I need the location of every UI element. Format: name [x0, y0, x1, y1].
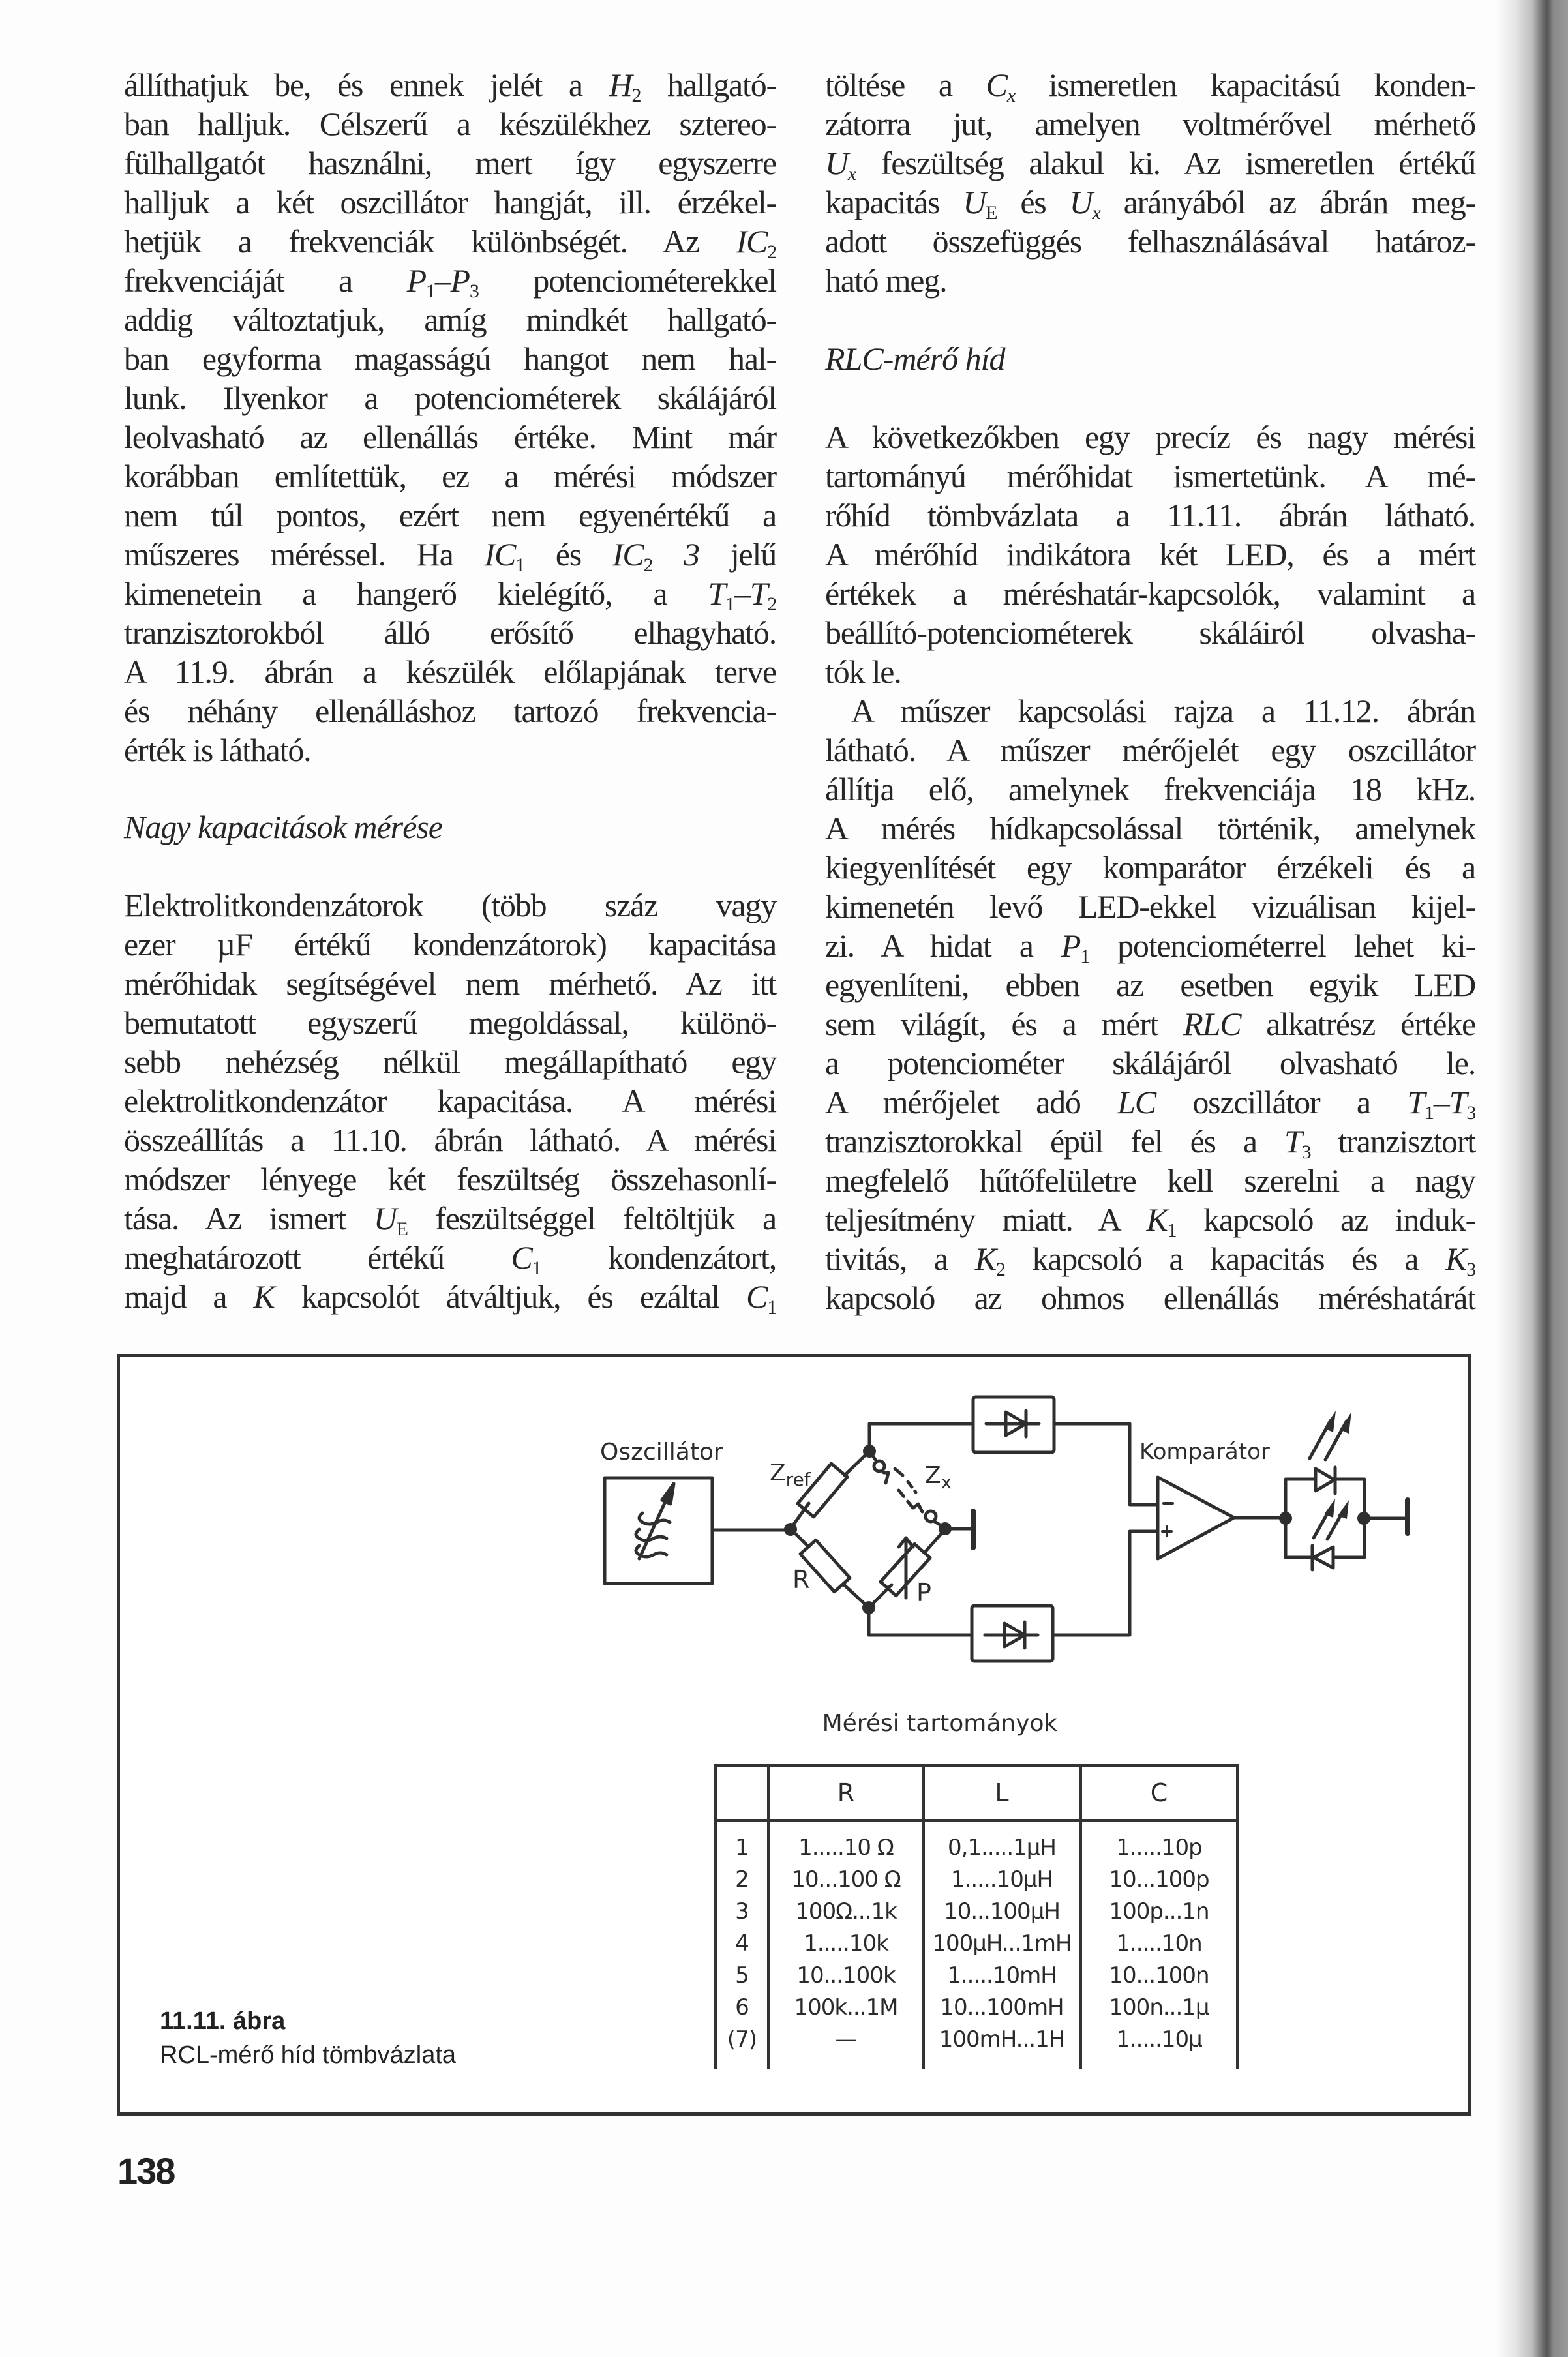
text-line: tivitás, a $K_2$ kapcsoló a kapacitás és a $K_3$: [825, 1240, 1475, 1280]
r-range: 1.....10 Ω: [769, 1821, 924, 1864]
text-line: A 11.9. ábrán a készülék előlapjának terve: [124, 653, 776, 690]
text-line: kapacitás $U_E$ és $U_x$ arányából az ábrán meg-: [825, 184, 1475, 224]
text-line: tók le.: [825, 653, 901, 690]
text-line: mérőhidak segítségével nem mérhető. Az itt: [124, 965, 776, 1002]
table-row: [716, 1895, 1238, 1927]
r-range: 10...100k: [769, 1959, 924, 1991]
text-line: A mérőhíd indikátora két LED, és a mért: [825, 536, 1475, 573]
r-range: 10...100 Ω: [769, 1863, 924, 1895]
ranges-table-title: Mérési tartományok: [822, 1710, 1058, 1737]
text-line: tartományú mérőhidat ismertetünk. A mé-: [825, 458, 1475, 494]
text-line: leolvasható az ellenállás értéke. Mint már: [124, 419, 776, 455]
text-line: tranzisztorokkal épül fel és a $T_3$ tranzisztort: [825, 1123, 1475, 1163]
zref-label: $Z_{ref}$: [770, 1460, 811, 1490]
l-range: 10...100µH: [924, 1895, 1081, 1927]
table-row: [716, 1821, 1238, 1864]
text-line: ban egyforma magasságú hangot nem hal-: [124, 340, 776, 377]
c-range: 1.....10n: [1081, 1927, 1238, 1959]
text-line: kapcsoló az ohmos ellenállás méréshatárát: [825, 1280, 1475, 1316]
text-line: módszer lényege két feszültség összehasonlí-: [124, 1161, 776, 1197]
p-label: P: [916, 1578, 931, 1607]
text-line: a potenciométer skálájáról olvasható le.: [825, 1045, 1475, 1081]
page-number: 138: [117, 2150, 175, 2191]
range-index: 5: [716, 1959, 769, 1991]
text-line: tása. Az ismert $U_E$ feszültséggel feltöltjük a: [124, 1200, 776, 1240]
l-range: 0,1.....1µH: [924, 1821, 1081, 1864]
text-line: majd a K kapcsolót átváltjuk, és ezáltal $C_1$: [124, 1278, 776, 1318]
text-line: nem túl pontos, ezért nem egyenértékű a: [124, 497, 776, 533]
figure-caption: RCL-mérő híd tömbvázlata: [160, 2041, 457, 2069]
text-line: elektrolitkondenzátor kapacitása. A mérési: [124, 1083, 776, 1119]
zx-label: $Z_x$: [925, 1462, 952, 1493]
text-line: rőhíd tömbvázlata a 11.11. ábrán látható.: [825, 497, 1475, 533]
text-line: meghatározott értékű $C_1$ kondenzátort,: [124, 1239, 776, 1279]
text-line: frekvenciáját a $P_1-P_3$ potenciométerekkel: [124, 262, 776, 302]
table-row: [716, 1959, 1238, 1991]
text-line: zi. A hidat a $P_1$ potenciométerrel lehet ki-: [825, 927, 1476, 967]
text-line: sebb nehézség nélkül megállapítható egy: [124, 1043, 776, 1080]
text-line: értékek a méréshatár-kapcsolók, valamint a: [825, 575, 1475, 612]
text-line: beállító-potenciométerek skáláiról olvasha-: [825, 614, 1475, 651]
text-line: A mérőjelet adó LC oszcillátor a $T_1-T_3$: [825, 1084, 1475, 1124]
text-line: adott összefüggés felhasználásával határoz-: [825, 223, 1475, 260]
r-range: —: [769, 2023, 924, 2069]
comparator-label: Komparátor: [1139, 1439, 1270, 1465]
range-index: (7): [716, 2023, 769, 2069]
r-label: R: [792, 1565, 810, 1594]
range-index: 1: [716, 1821, 769, 1864]
c-range: 100p...1n: [1081, 1895, 1238, 1927]
text-line: addig változtatjuk, amíg mindkét hallgató-: [124, 301, 776, 338]
header-cell: [716, 1765, 769, 1821]
text-line: összeállítás a 11.10. ábrán látható. A mérési: [124, 1122, 776, 1158]
r-range: 100k...1M: [769, 1991, 924, 2023]
header-cell: L: [924, 1765, 1081, 1821]
text-line: lunk. Ilyenkor a potenciométerek skálájáról: [124, 380, 776, 416]
c-range: 10...100n: [1081, 1959, 1238, 1991]
text-line: A műszer kapcsolási rajza a 11.12. ábrán: [851, 693, 1475, 729]
header-cell: C: [1081, 1765, 1238, 1821]
r-range: 100Ω...1k: [769, 1895, 924, 1927]
table-row: [716, 1927, 1238, 1959]
text-line: kimenetein a hangerő kielégítő, a $T_1-T_2$: [124, 575, 776, 615]
text-line: állíthatjuk be, és ennek jelét a $H_2$ hallgató-: [124, 67, 776, 106]
l-range: 1.....10mH: [924, 1959, 1081, 1991]
text-line: töltése a $C_x$ ismeretlen kapacitású konden-: [825, 67, 1475, 106]
text-line: A mérés hídkapcsolással történik, amelynek: [825, 810, 1475, 847]
text-line: halljuk a két oszcillátor hangját, ill. érzékel-: [124, 184, 776, 220]
text-line: egyenlíteni, ebben az esetben egyik LED: [825, 967, 1475, 1003]
text-line: bemutatott egyszerű megoldással, különö-: [124, 1004, 776, 1041]
table-row: [716, 2023, 1238, 2069]
l-range: 1.....10µH: [924, 1863, 1081, 1895]
text-line: korábban említettük, ez a mérési módszer: [124, 458, 776, 494]
r-range: 1.....10k: [769, 1927, 924, 1959]
c-range: 1.....10µ: [1081, 2023, 1238, 2069]
text-line: fülhallgatót használni, mert így egyszerre: [124, 145, 776, 181]
text-line: zátorra jut, amelyen voltmérővel mérhető: [825, 106, 1475, 142]
text-line: Elektrolitkondenzátorok (több száz vagy: [124, 887, 776, 923]
text-line: kiegyenlítését egy komparátor érzékeli és a: [825, 849, 1475, 886]
range-index: 3: [716, 1895, 769, 1927]
text-line: ezer µF értékű kondenzátorok) kapacitása: [124, 926, 776, 963]
oscillator-label: Oszcillátor: [600, 1439, 723, 1465]
section-heading: Nagy kapacitások mérése: [124, 809, 442, 845]
c-range: 100n...1µ: [1081, 1991, 1238, 2023]
l-range: 10...100mH: [924, 1991, 1081, 2023]
text-line: ható meg.: [825, 262, 947, 299]
text-line: műszeres méréssel. Ha $IC_1$ és $IC_2$ 3 jelű: [124, 536, 776, 576]
section-heading: RLC-mérő híd: [825, 340, 1005, 377]
header-cell: R: [769, 1765, 924, 1821]
range-index: 6: [716, 1991, 769, 2023]
text-line: megfelelő hűtőfelületre kell szerelni a nagy: [825, 1162, 1475, 1199]
text-line: kimenetén levő LED-ekkel vizuálisan kijel-: [825, 888, 1475, 925]
range-index: 2: [716, 1863, 769, 1895]
figure-number: 11.11. ábra: [160, 2007, 286, 2035]
text-line: $U_x$ feszültség alakul ki. Az ismeretlen értékű: [825, 145, 1475, 185]
text-line: A következőkben egy precíz és nagy mérési: [825, 419, 1475, 455]
text-line: sem világít, és a mért RLC alkatrész értéke: [825, 1006, 1475, 1042]
table-row: [716, 1991, 1238, 2023]
text-line: hetjük a frekvenciák különbségét. Az $IC_2$: [124, 223, 776, 263]
measurement-ranges-table: [714, 1764, 1239, 2069]
l-range: 100mH...1H: [924, 2023, 1081, 2069]
c-range: 10...100p: [1081, 1863, 1238, 1895]
l-range: 100µH...1mH: [924, 1927, 1081, 1959]
c-range: 1.....10p: [1081, 1821, 1238, 1864]
text-line: látható. A műszer mérőjelét egy oszcillátor: [825, 732, 1475, 768]
range-index: 4: [716, 1927, 769, 1959]
text-line: teljesítmény miatt. A $K_1$ kapcsoló az induk-: [825, 1201, 1475, 1241]
text-line: állítja elő, amelynek frekvenciája 18 kHz.: [825, 771, 1475, 807]
text-line: tranzisztorokból álló erősítő elhagyható.: [124, 614, 776, 651]
table-row: [716, 1863, 1238, 1895]
text-line: érték is látható.: [124, 732, 311, 768]
table-header-row: [716, 1765, 1238, 1821]
text-line: ban halljuk. Célszerű a készülékhez sztereo-: [124, 106, 776, 142]
book-spine-shadow: [1496, 0, 1568, 2357]
text-line: és néhány ellenálláshoz tartozó frekvencia-: [124, 693, 776, 729]
